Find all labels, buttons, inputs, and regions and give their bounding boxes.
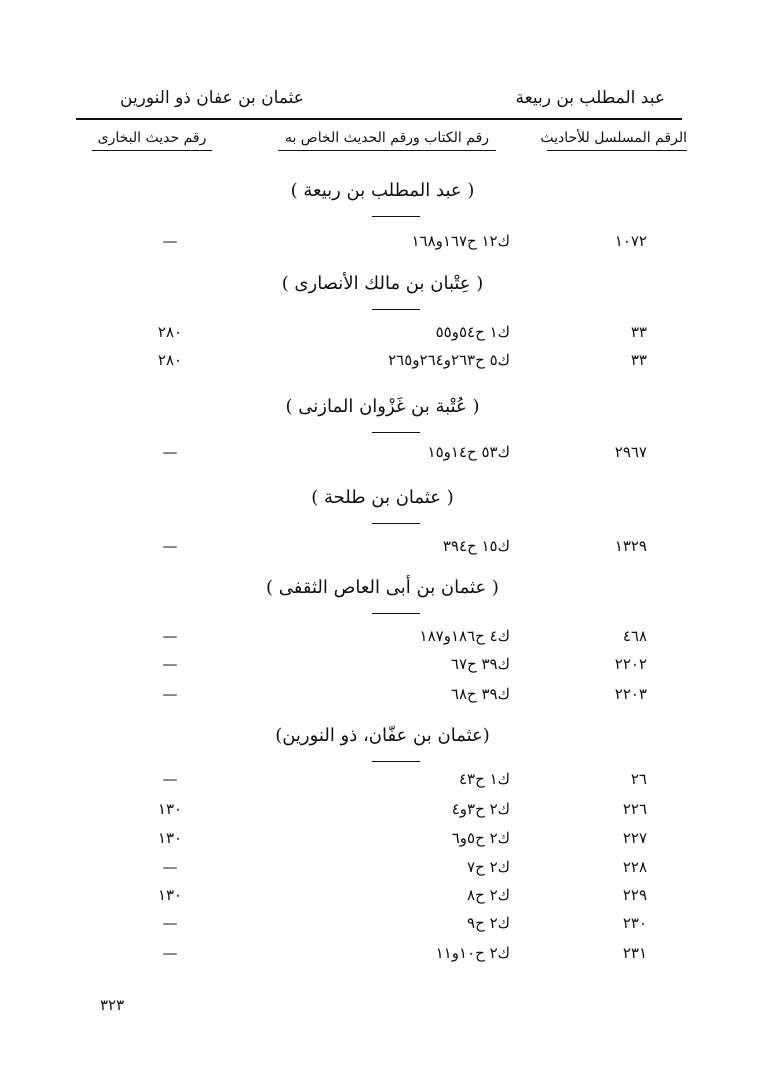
section-divider: [372, 216, 420, 217]
book-hadith-cell: ك١٢ ح١٦٧و١٦٨: [411, 232, 510, 250]
table-row: [0, 886, 765, 910]
book-hadith-cell: ك٢ ح١٠و١١: [435, 944, 510, 962]
section-title: ( عثمان بن طلحة ): [311, 487, 454, 508]
column-header-book-hadith: [278, 130, 496, 151]
table-row: [0, 655, 765, 679]
book-hadith-cell: ك٢ ح٧: [467, 858, 510, 876]
table-row: [0, 858, 765, 882]
table-row: [0, 351, 765, 375]
section-title: ( عبد المطلب بن ربيعة ): [290, 180, 475, 201]
bukhari-number-cell: —: [162, 232, 178, 250]
column-header-underline: [92, 150, 212, 151]
serial-number-cell: ٢٩٦٧: [614, 443, 647, 461]
bukhari-number-cell: —: [162, 944, 178, 962]
serial-number-cell: ٤٦٨: [622, 627, 647, 645]
column-header-underline: [547, 150, 687, 151]
bukhari-number-cell: —: [162, 914, 178, 932]
bukhari-number-cell: —: [162, 627, 178, 645]
serial-number-cell: ٢٢٧: [622, 829, 647, 847]
serial-number-cell: ٢٦: [630, 770, 647, 788]
serial-number-cell: ١٠٧٢: [614, 232, 647, 250]
serial-number-cell: ١٣٢٩: [614, 537, 647, 555]
book-hadith-cell: ك١٥ ح٣٩٤: [442, 537, 510, 555]
table-row: [0, 232, 765, 256]
serial-number-cell: ٢٣٠: [622, 914, 647, 932]
section-title: (عثمان بن عفّان، ذو النورين): [275, 725, 490, 746]
book-hadith-cell: ك٣٩ ح٦٨: [450, 685, 510, 703]
book-hadith-cell: ك١ ح٤٣: [458, 770, 510, 788]
column-header-serial-label: الرقم المسلسل للأحاديث: [540, 130, 687, 146]
bukhari-number-cell: ٢٨٠: [157, 323, 183, 341]
bukhari-number-cell: —: [162, 537, 178, 555]
section-divider: [372, 309, 420, 310]
book-hadith-cell: ك٢ ح٩: [467, 914, 510, 932]
section-divider: [372, 432, 420, 433]
table-row: [0, 443, 765, 467]
section-divider: [372, 613, 420, 614]
table-row: [0, 944, 765, 968]
book-hadith-cell: ك٢ ح٨: [467, 886, 510, 904]
serial-number-cell: ٢٢٦: [622, 800, 647, 818]
column-header-serial: [540, 130, 687, 151]
book-hadith-cell: ك٥ ح٢٦٣و٢٦٤و٢٦٥: [388, 351, 510, 369]
running-header-right: عبد المطلب بن ربيعة: [515, 88, 665, 108]
table-row: [0, 627, 765, 651]
bukhari-number-cell: —: [162, 858, 178, 876]
running-header-left: عثمان بن عفان ذو النورين: [120, 88, 304, 108]
serial-number-cell: ٣٣: [630, 323, 647, 341]
book-hadith-cell: ك٤ ح١٨٦و١٨٧: [419, 627, 510, 645]
table-row: [0, 685, 765, 709]
table-row: [0, 323, 765, 347]
book-hadith-cell: ك٥٣ ح١٤و١٥: [427, 443, 510, 461]
table-row: [0, 770, 765, 794]
serial-number-cell: ٢٢٨: [622, 858, 647, 876]
book-hadith-cell: ك٣٩ ح٦٧: [450, 655, 510, 673]
book-hadith-cell: ك١ ح٥٤و٥٥: [435, 323, 510, 341]
table-row: [0, 829, 765, 853]
section-title: ( عِتْبان بن مالك الأنصارى ): [281, 273, 484, 294]
section-title: ( عثمان بن أبى العاص الثقفى ): [266, 577, 499, 598]
column-header-book-hadith-label: رقم الكتاب ورقم الحديث الخاص به: [284, 130, 490, 146]
column-header-underline: [278, 150, 496, 151]
bukhari-number-cell: —: [162, 655, 178, 673]
table-row: [0, 800, 765, 824]
serial-number-cell: ٢٢٠٢: [614, 655, 647, 673]
bukhari-number-cell: —: [162, 770, 178, 788]
column-header-bukhari: [92, 130, 212, 151]
bukhari-number-cell: ١٣٠: [157, 829, 183, 847]
serial-number-cell: ٢٢٠٣: [614, 685, 647, 703]
serial-number-cell: ٣٣: [630, 351, 647, 369]
bukhari-number-cell: —: [162, 443, 178, 461]
section-divider: [372, 761, 420, 762]
serial-number-cell: ٢٢٩: [622, 886, 647, 904]
book-hadith-cell: ك٢ ح٥و٦: [451, 829, 510, 847]
section-title: ( عُتْبة بن غَزْوان المازنى ): [285, 396, 480, 417]
bukhari-number-cell: ١٣٠: [157, 800, 183, 818]
header-rule: [76, 118, 682, 120]
page-number: ٣٢٣: [100, 996, 125, 1014]
column-header-bukhari-label: رقم حديث البخارى: [97, 130, 207, 146]
bukhari-number-cell: —: [162, 685, 178, 703]
bukhari-number-cell: ١٣٠: [157, 886, 183, 904]
table-row: [0, 537, 765, 561]
section-divider: [372, 523, 420, 524]
book-hadith-cell: ك٢ ح٣و٤: [451, 800, 510, 818]
serial-number-cell: ٢٣١: [622, 944, 647, 962]
table-row: [0, 914, 765, 938]
bukhari-number-cell: ٢٨٠: [157, 351, 183, 369]
